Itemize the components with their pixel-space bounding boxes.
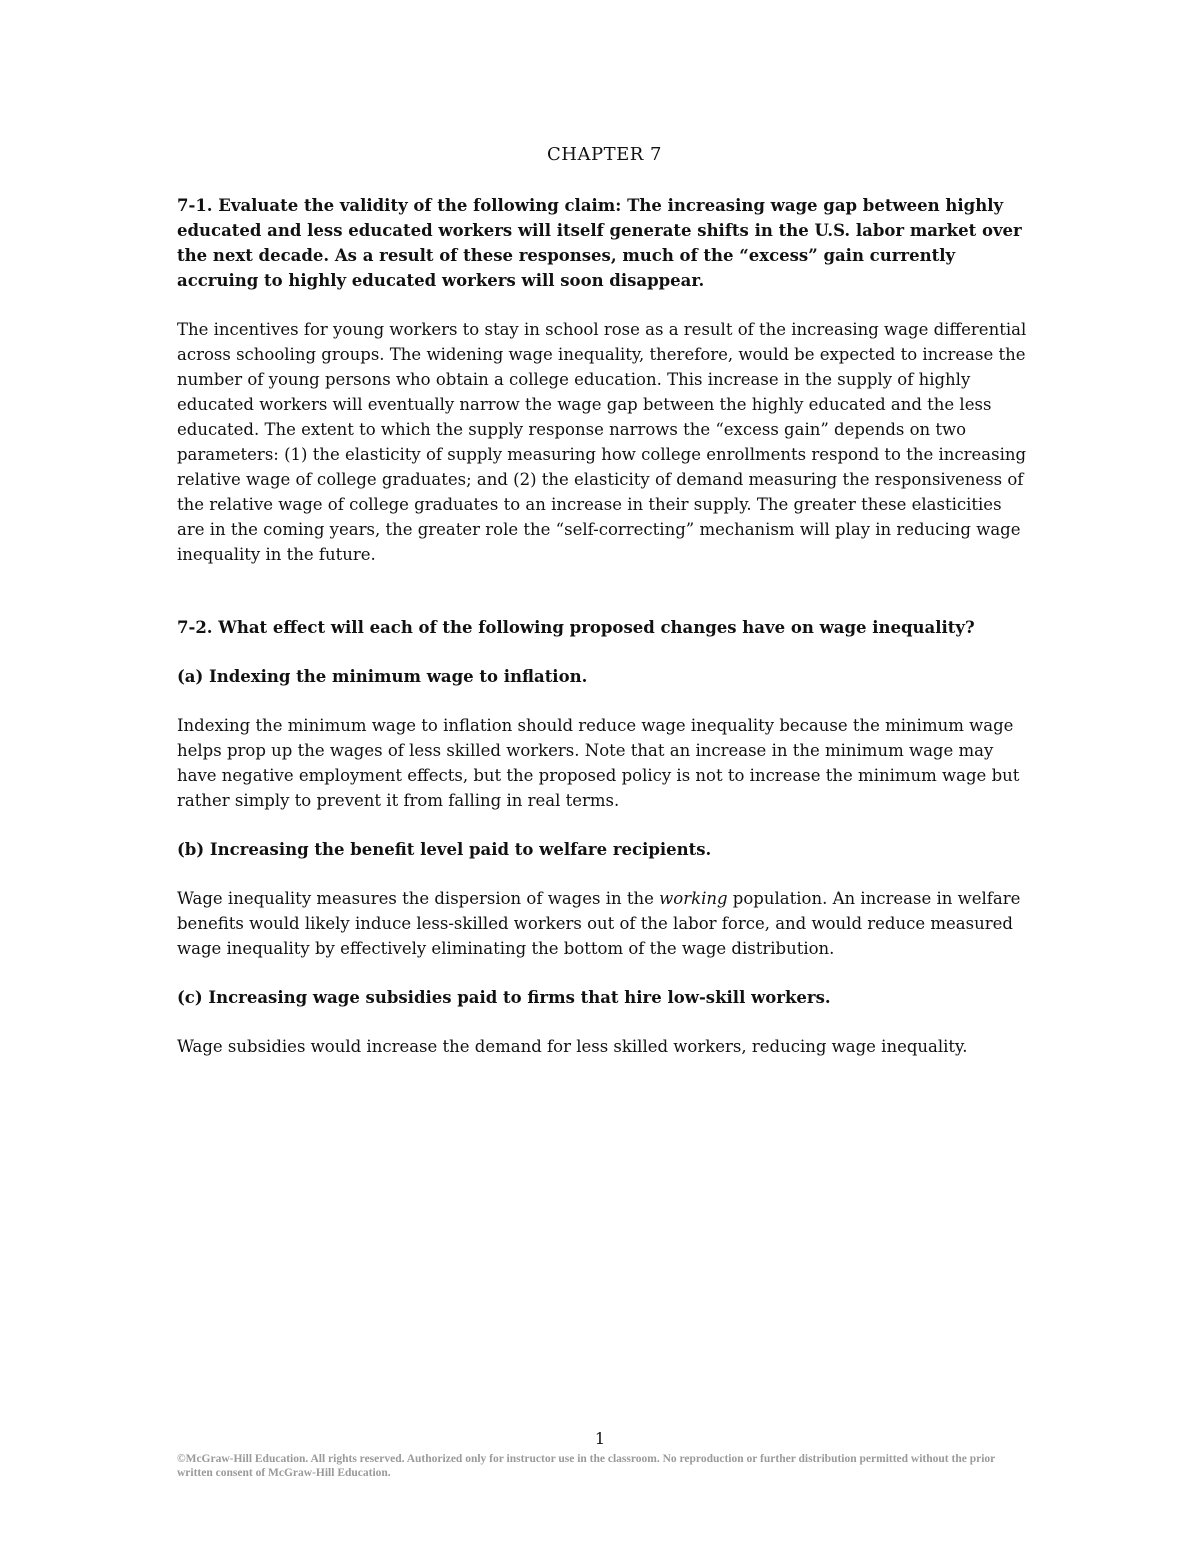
page-content bbox=[177, 144, 1032, 1059]
answer-7-2-b-end: population. An increase in welfare benefits would likely induce less-skilled workers out of the labor force, and would reduce measured wage inequality by effectively eliminating the bottom of the wage distribution. bbox=[177, 889, 1021, 958]
question-7-2-a: (a) Indexing the minimum wage to inflation. bbox=[177, 667, 588, 686]
chapter-title: CHAPTER 7 bbox=[547, 144, 662, 165]
answer-7-2-b-emphasis: working bbox=[659, 889, 728, 908]
answer-7-1: The incentives for young workers to stay in school rose as a result of the increasing wage differential across schooling groups. The widening wage inequality, therefore, would be expected to increase the number of young persons who obtain a college education. This increase in the supply of highly educated workers will eventually narrow the wage gap between the highly educated and the less educated. The extent to which the supply response narrows the “excess gain” depends on two parameters: (1) the elasticity of supply measuring how college enrollments respond to the increasing relative wage of college graduates; and (2) the elasticity of demand measuring the responsiveness of the relative wage of college graduates to an increase in their supply. The greater these elasticities are in the coming years, the greater role the “self-correcting” mechanism will play in reducing wage inequality in the future. bbox=[177, 320, 1027, 564]
copyright-footer: ©McGraw-Hill Education. All rights reserved. Authorized only for instructor use in the classroom. No reproduction or further distribution permitted without the prior written consent of McGraw-Hill Education. bbox=[177, 1453, 996, 1479]
answer-7-2-b-start: Wage inequality measures the dispersion of wages in the bbox=[177, 889, 660, 908]
page-number: 1 bbox=[594, 1429, 606, 1448]
answer-7-2-c: Wage subsidies would increase the demand for less skilled workers, reducing wage inequality. bbox=[177, 1037, 968, 1056]
answer-7-2-a: Indexing the minimum wage to inflation should reduce wage inequality because the minimum wage helps prop up the wages of less skilled workers. Note that an increase in the minimum wage may have negative employment effects, but the proposed policy is not to increase the minimum wage but rather simply to prevent it from falling in real terms. bbox=[177, 716, 1020, 810]
question-7-2-b: (b) Increasing the benefit level paid to welfare recipients. bbox=[177, 840, 712, 859]
question-7-2-c: (c) Increasing wage subsidies paid to firms that hire low-skill workers. bbox=[177, 988, 831, 1007]
question-7-2: 7-2. What effect will each of the following proposed changes have on wage inequality? bbox=[177, 618, 975, 637]
question-7-1: 7-1. Evaluate the validity of the following claim: The increasing wage gap between highly educated and less educated workers will itself generate shifts in the U.S. labor market over the next decade. As a result of these responses, much of the “excess” gain currently accruing to highly educated workers will soon disappear. bbox=[177, 196, 1022, 290]
answer-7-2-b bbox=[177, 886, 1032, 961]
